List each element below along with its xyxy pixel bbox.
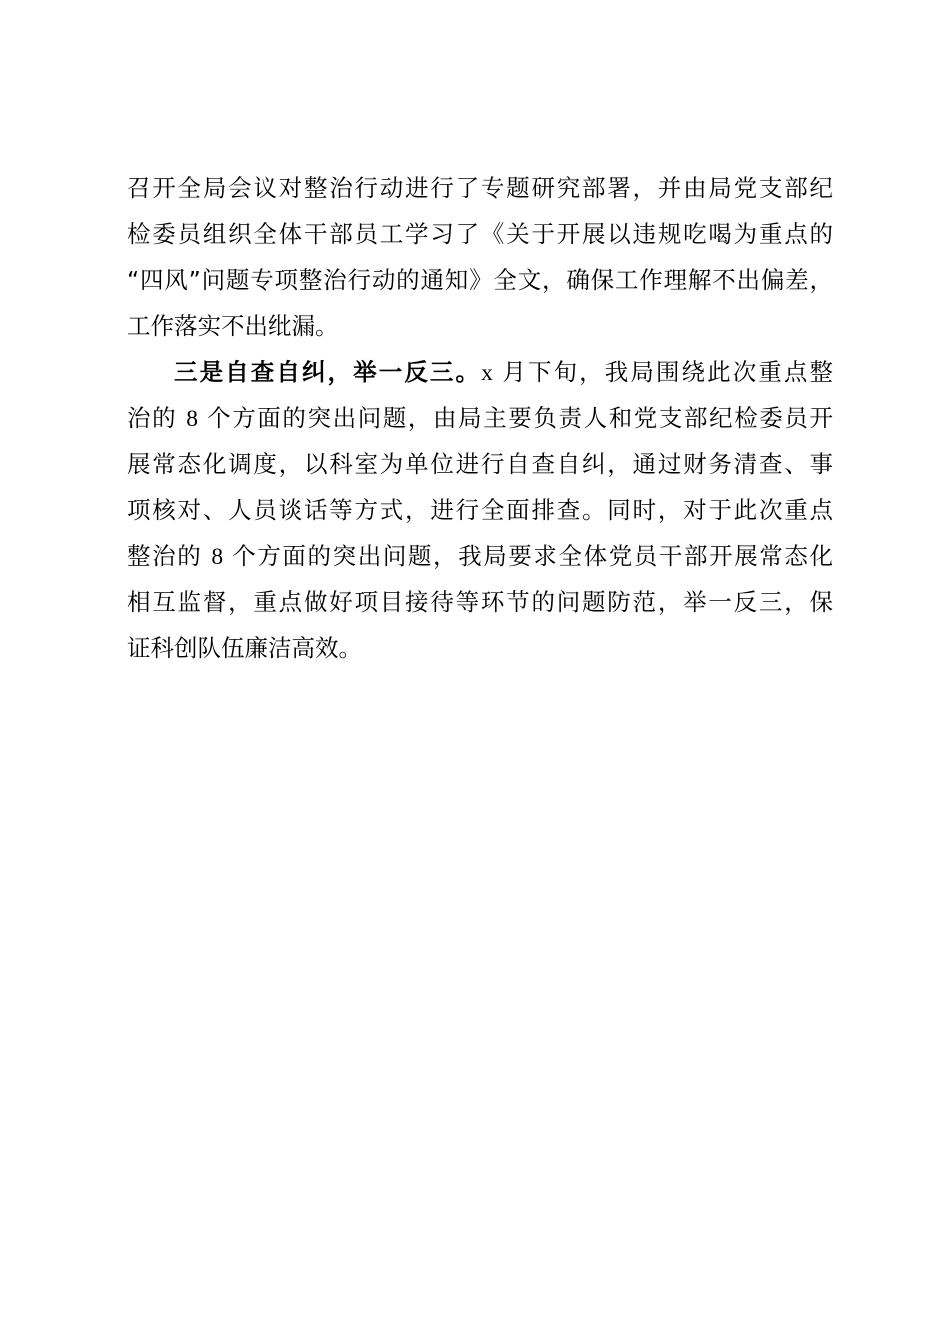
paragraph-line: 召开全局会议对整治行动进行了专题研究部署，并由局党支部纪 xyxy=(127,174,833,202)
line-text: 治的 xyxy=(127,404,178,432)
paragraph-line: 项核对、人员谈话等方式，进行全面排查。同时，对于此次重点 xyxy=(127,496,833,524)
paragraph-line xyxy=(127,533,833,579)
line-text: 月下旬，我局围绕此次重点整 xyxy=(502,358,833,386)
document-body xyxy=(127,165,833,671)
count-number: 8 xyxy=(211,544,224,570)
line-text: 个方面的突出问题，由局主要负责人和党支部纪检委员开 xyxy=(207,404,833,432)
paragraph-line: 相互监督，重点做好项目接待等环节的问题防范，举一反三，保 xyxy=(127,588,833,616)
count-number: 8 xyxy=(186,406,199,432)
paragraph-line: 证科创队伍廉洁高效。 xyxy=(127,634,362,662)
paragraph-meeting-deployment xyxy=(127,165,833,349)
paragraph-line xyxy=(127,395,833,441)
section-heading: 三是自查自纠，举一反三。 xyxy=(174,358,482,386)
line-text: 个方面的突出问题，我局要求全体党员干部开展常态化 xyxy=(232,542,834,570)
paragraph-line: “四风”问题专项整治行动的通知》全文，确保工作理解不出偏差， xyxy=(127,266,833,294)
paragraph-line: 展常态化调度，以科室为单位进行自查自纠，通过财务清查、事 xyxy=(127,450,833,478)
paragraph-line: 工作落实不出纰漏。 xyxy=(127,312,339,340)
paragraph-self-inspection xyxy=(127,349,833,671)
paragraph-line: 检委员组织全体干部员工学习了《关于开展以违规吃喝为重点的 xyxy=(127,220,833,248)
line-text: 整治的 xyxy=(127,542,203,570)
month-placeholder: x xyxy=(481,360,493,386)
paragraph-line xyxy=(127,349,833,395)
